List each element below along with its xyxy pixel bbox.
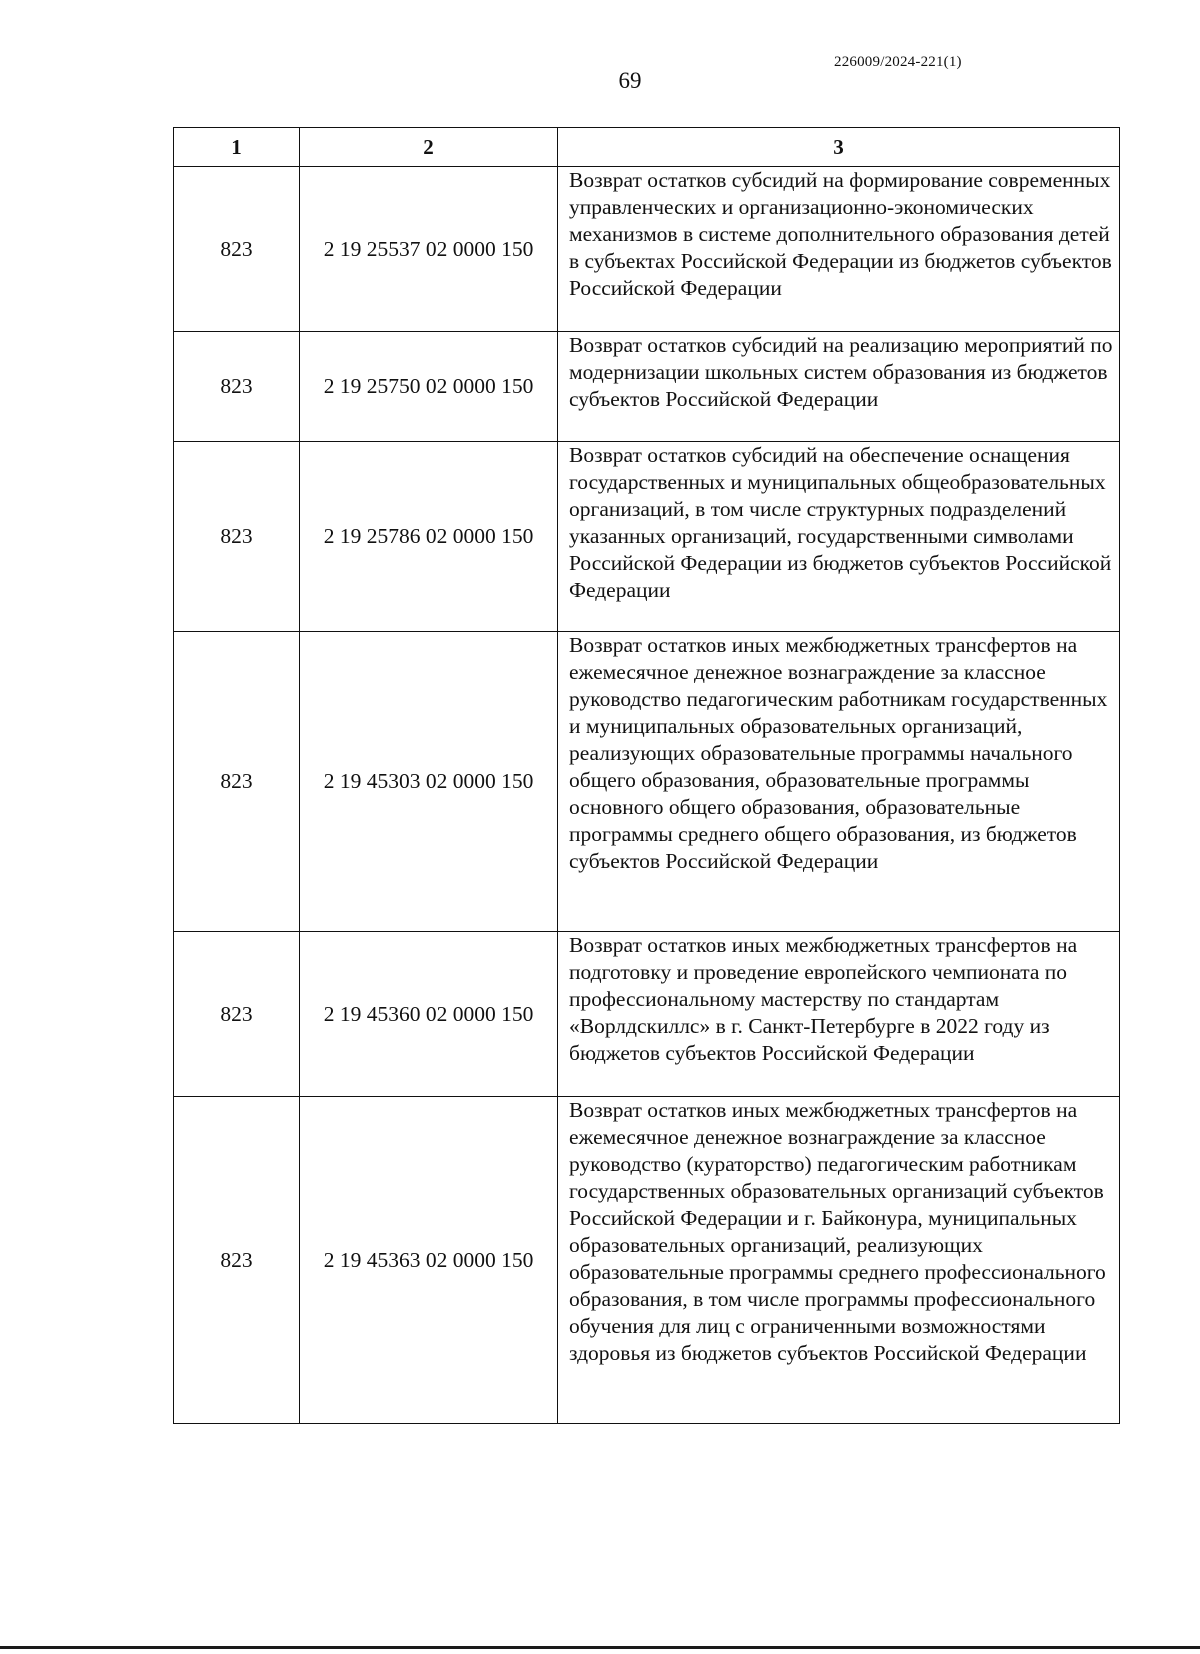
table-row [174,332,1120,442]
table-row [174,632,1120,932]
column-header-3: 3 [558,128,1120,167]
scan-edge-rule [0,1640,1200,1654]
description-cell: Возврат остатков субсидий на формирование современных управленческих и организационно-экономических механизмов в системе дополнительного образования детей в субъектах Российской Федерации из бюджетов субъектов Российской Федерации [558,167,1120,332]
description-cell: Возврат остатков иных межбюджетных трансфертов на ежемесячное денежное вознаграждение за классное руководство педагогическим работникам государственных и муниципальных образовательных организаций, реализующих образовательные программы начального общего образования, образовательные программы основного общего образования, образовательные программы среднего общего образования, из бюджетов субъектов Российской Федерации [558,632,1120,932]
description-cell: Возврат остатков иных межбюджетных трансфертов на ежемесячное денежное вознаграждение за классное руководство (кураторство) педагогическим работникам государственных образовательных организаций субъектов Российской Федерации и г. Байконура, муниципальных образовательных организаций, реализующих образовательные программы среднего профессионального образования, в том числе программы профессионального обучения для лиц с ограниченными возможностями здоровья из бюджетов субъектов Российской Федерации [558,1097,1120,1424]
admin-code-cell: 823 [174,332,300,442]
kbk-code-cell: 2 19 25786 02 0000 150 [300,442,558,632]
description-cell: Возврат остатков субсидий на обеспечение оснащения государственных и муниципальных общеобразовательных организаций, в том числе структурных подразделений указанных организаций, государственными символами Российской Федерации из бюджетов субъектов Российской Федерации [558,442,1120,632]
admin-code-cell: 823 [174,1097,300,1424]
admin-code-cell: 823 [174,442,300,632]
table-row [174,442,1120,632]
page-number: 69 [618,68,642,93]
kbk-code-cell: 2 19 45363 02 0000 150 [300,1097,558,1424]
budget-code-table [173,127,1120,1424]
column-header-1: 1 [174,128,300,167]
table-row [174,1097,1120,1424]
kbk-code-cell: 2 19 45360 02 0000 150 [300,932,558,1097]
table-header-row [174,128,1120,167]
description-cell: Возврат остатков субсидий на реализацию мероприятий по модернизации школьных систем образования из бюджетов субъектов Российской Федерации [558,332,1120,442]
admin-code-cell: 823 [174,932,300,1097]
admin-code-cell: 823 [174,167,300,332]
kbk-code-cell: 2 19 25537 02 0000 150 [300,167,558,332]
admin-code-cell: 823 [174,632,300,932]
kbk-code-cell: 2 19 45303 02 0000 150 [300,632,558,932]
table-row [174,167,1120,332]
description-cell: Возврат остатков иных межбюджетных трансфертов на подготовку и проведение европейского чемпионата по профессиональному мастерству по стандартам «Ворлдскиллс» в г. Санкт-Петербурге в 2022 году из бюджетов субъектов Российской Федерации [558,932,1120,1097]
column-header-2: 2 [300,128,558,167]
kbk-code-cell: 2 19 25750 02 0000 150 [300,332,558,442]
document-number: 226009/2024-221(1) [834,54,962,70]
table-row [174,932,1120,1097]
